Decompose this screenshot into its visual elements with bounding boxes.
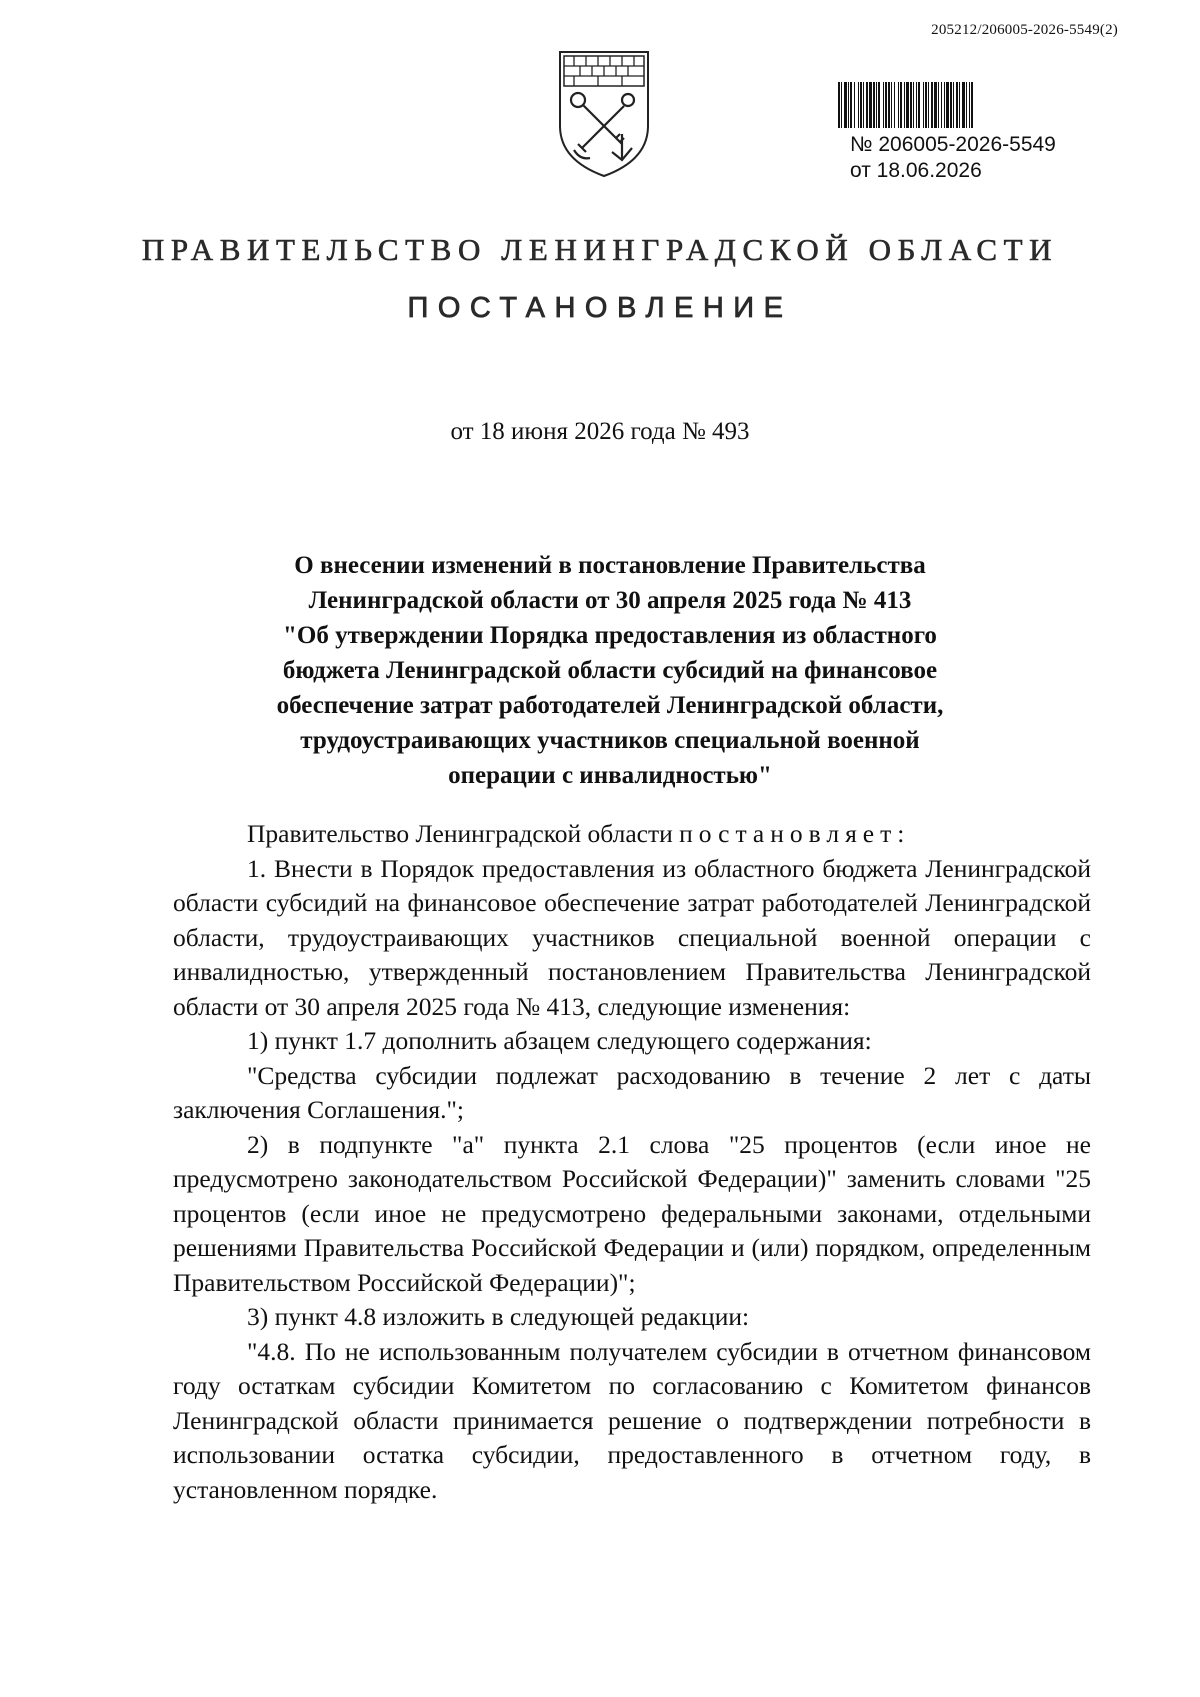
registration-number: № 206005-2026-5549 bbox=[850, 133, 1056, 156]
decree-subject bbox=[180, 548, 1040, 793]
government-title: ПРАВИТЕЛЬСТВО ЛЕНИНГРАДСКОЙ ОБЛАСТИ bbox=[141, 232, 1059, 267]
subject-line: "Об утверждении Порядка предоставления из областного bbox=[283, 622, 937, 649]
preamble-verb: постановляет: bbox=[679, 819, 911, 848]
subject-line: бюджета Ленинградской области субсидий на финансовое bbox=[282, 657, 938, 684]
paragraph: "4.8. По не использованным получателем субсидии в отчетном финансовом году остаткам субсидии Комитетом по согласованию с Комитетом финансов Ленинградской области принимается решение о подтверждении потребности в использовании остатка субсидии, предоставленного в отчетном году, в установленном порядке. bbox=[173, 1336, 1091, 1504]
paragraph: "Средства субсидии подлежат расходованию в течение 2 лет с даты заключения Соглашения."; bbox=[173, 1060, 1091, 1124]
paragraph: 1. Внести в Порядок предоставления из областного бюджета Ленинградской области субсидий на финансовое обеспечение затрат работодателей Ленинградской области, трудоустраивающих участников специальной военной операции с инвалидностью, утвержденный постановлением Правительства Ленинградской области от 30 апреля 2025 года № 413, следующие изменения: bbox=[173, 853, 1091, 1021]
subject-line: операции с инвалидностью" bbox=[448, 762, 772, 789]
preamble bbox=[173, 817, 1091, 852]
registration-block bbox=[850, 132, 1056, 184]
leningrad-oblast-coat-of-arms-icon bbox=[556, 48, 652, 180]
registration-date: от 18.06.2026 bbox=[850, 159, 982, 182]
decree-body bbox=[173, 817, 1091, 1507]
preamble-text: Правительство Ленинградской области bbox=[247, 819, 680, 848]
subject-line: Ленинградской области от 30 апреля 2025 года № 413 bbox=[308, 587, 912, 614]
document-type: ПОСТАНОВЛЕНИЕ bbox=[407, 292, 793, 324]
paragraph: 1) пункт 1.7 дополнить абзацем следующего содержания: bbox=[247, 1026, 872, 1055]
barcode bbox=[838, 82, 1110, 128]
document-code: 205212/206005-2026-5549(2) bbox=[931, 22, 1118, 38]
subject-line: трудоустраивающих участников специальной военной bbox=[300, 727, 920, 754]
subject-line: обеспечение затрат работодателей Ленинградской области, bbox=[276, 692, 944, 719]
paragraph: 3) пункт 4.8 изложить в следующей редакции: bbox=[247, 1302, 750, 1331]
paragraph: 2) в подпункте "а" пункта 2.1 слова "25 процентов (если иное не предусмотрено законодательством Российской Федерации)" заменить словами "25 процентов (если иное не предусмотрено федеральными законами, отдельными решениями Правительства Российской Федерации и (или) порядком, определенным Правительством Российской Федерации)"; bbox=[173, 1129, 1091, 1297]
subject-line: О внесении изменений в постановление Правительства bbox=[294, 552, 926, 579]
decree-date-number: от 18 июня 2026 года № 493 bbox=[450, 418, 750, 445]
